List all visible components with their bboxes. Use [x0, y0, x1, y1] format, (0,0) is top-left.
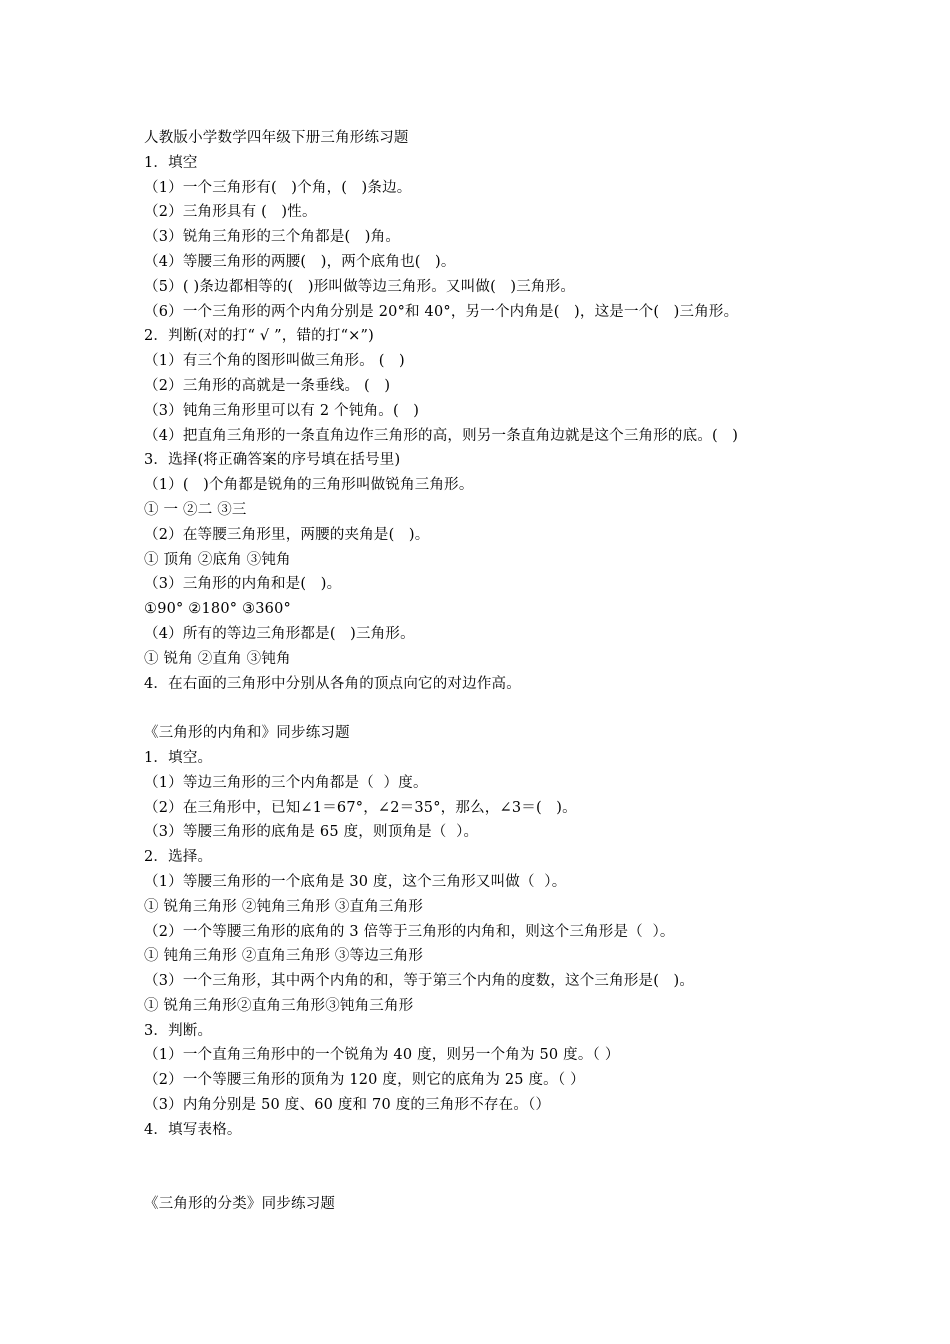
blank-line	[144, 1143, 844, 1193]
document-body	[144, 126, 844, 1217]
question-line: （1）一个直角三角形中的一个锐角为 40 度，则另一个角为 50 度。（ ）	[144, 1047, 620, 1064]
question-line: （5）( )条边都相等的( )形叫做等边三角形。又叫做( )三角形。	[144, 278, 576, 295]
question-line: （1）一个三角形有( )个角，( )条边。	[144, 179, 412, 196]
question-line: （2）在等腰三角形里，两腰的夹角是( )。	[144, 526, 430, 543]
question-line: （3）锐角三角形的三个角都是( )角。	[144, 229, 401, 246]
question-line: （4）把直角三角形的一条直角边作三角形的高，则另一条直角边就是这个三角形的底。( )	[144, 427, 739, 444]
question-line: （3）等腰三角形的底角是 65 度，则顶角是（ ）。	[144, 824, 479, 841]
question-line: （4）等腰三角形的两腰( )，两个底角也( )。	[144, 253, 456, 270]
section-2-heading-choose: 2．选择。	[144, 849, 213, 866]
section-2-title: 《三角形的内角和》同步练习题	[144, 725, 350, 742]
question-line: （2）三角形具有 ( )性。	[144, 204, 317, 221]
option-line: ① 锐角 ②直角 ③钝角	[144, 650, 291, 667]
question-line: （3）一个三角形，其中两个内角的和，等于第三个内角的度数，这个三角形是( )。	[144, 973, 695, 990]
option-line: ①90° ②180° ③360°	[144, 601, 291, 618]
question-line: （3）内角分别是 50 度、60 度和 70 度的三角形不存在。（）	[144, 1097, 551, 1114]
question-line: （1）等腰三角形的一个底角是 30 度，这个三角形又叫做（ ）。	[144, 873, 567, 890]
section-1-heading-choose: 3．选择(将正确答案的序号填在括号里)	[144, 452, 401, 469]
question-line: （4）所有的等边三角形都是( )三角形。	[144, 625, 415, 642]
option-line: ① 钝角三角形 ②直角三角形 ③等边三角形	[144, 948, 424, 965]
section-2-heading-table: 4．填写表格。	[144, 1121, 242, 1138]
option-line: ① 锐角三角形②直角三角形③钝角三角形	[144, 997, 414, 1014]
section-3-title: 《三角形的分类》同步练习题	[144, 1196, 336, 1213]
option-line: ① 锐角三角形 ②钝角三角形 ③直角三角形	[144, 898, 424, 915]
question-line: （2）三角形的高就是一条垂线。 ( )	[144, 377, 391, 394]
question-line: （2）一个等腰三角形的顶角为 120 度，则它的底角为 25 度。（ ）	[144, 1072, 585, 1089]
option-line: ① 顶角 ②底角 ③钝角	[144, 551, 291, 568]
blank-line	[144, 696, 844, 721]
section-2-heading-judge: 3．判断。	[144, 1022, 213, 1039]
question-line: （3）三角形的内角和是( )。	[144, 576, 342, 593]
question-line: （1）( )个角都是锐角的三角形叫做锐角三角形。	[144, 477, 474, 494]
question-line: （3）钝角三角形里可以有 2 个钝角。( )	[144, 402, 420, 419]
question-line: （6）一个三角形的两个内角分别是 20°和 40°，另一个内角是( )，这是一个( )三角形。	[144, 303, 739, 320]
section-1-title: 人教版小学数学四年级下册三角形练习题	[144, 130, 409, 146]
section-2-heading-fill: 1．填空。	[144, 749, 213, 766]
section-1-heading-fill: 1．填空	[144, 154, 198, 171]
option-line: ① 一 ②二 ③三	[144, 501, 247, 518]
section-1-heading-draw: 4．在右面的三角形中分别从各角的顶点向它的对边作高。	[144, 675, 521, 692]
question-line: （2）一个等腰三角形的底角的 3 倍等于三角形的内角和，则这个三角形是（ ）。	[144, 923, 675, 940]
question-line: （1）有三个角的图形叫做三角形。 ( )	[144, 353, 405, 370]
question-line: （2）在三角形中，已知∠1＝67°，∠2＝35°，那么，∠3＝( )。	[144, 799, 577, 816]
question-line: （1）等边三角形的三个内角都是（ ）度。	[144, 774, 428, 791]
section-1-heading-judge: 2．判断(对的打“ √ ”，错的打“×”)	[144, 328, 374, 345]
